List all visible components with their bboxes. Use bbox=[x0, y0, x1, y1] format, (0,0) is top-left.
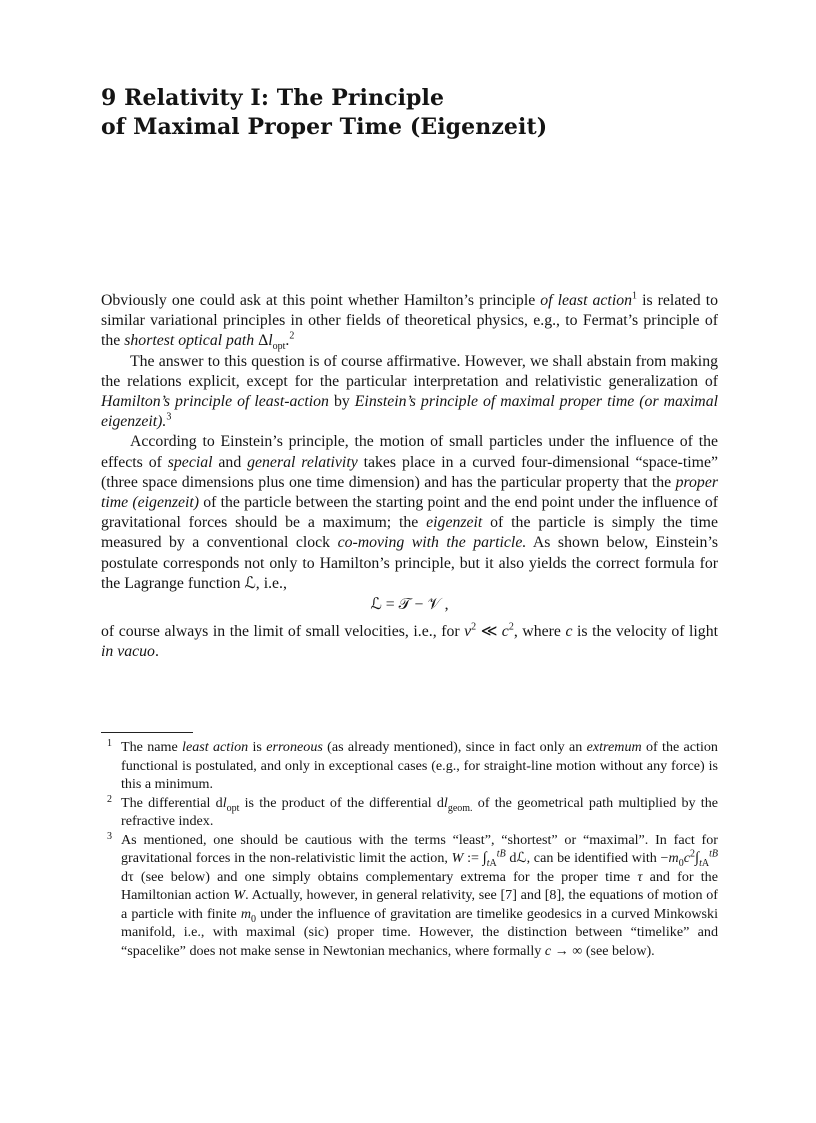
math-var: t bbox=[486, 857, 490, 869]
subscript: 0 bbox=[678, 857, 684, 869]
emphasis: Hamilton’s principle of least-action bbox=[101, 393, 329, 411]
text: is related to similar variational principles in other fields of theoretical physics, e.g., to Fermat’s principle of the bbox=[101, 292, 718, 350]
footnote-mark: 3 bbox=[107, 830, 112, 842]
math-var: t bbox=[496, 848, 500, 860]
math-var: t bbox=[709, 848, 712, 860]
footnote-mark: 1 bbox=[107, 738, 112, 749]
paragraph-4 bbox=[101, 622, 718, 662]
integral-lower-limit bbox=[487, 858, 497, 869]
subscript: opt bbox=[272, 341, 286, 353]
text: (see below). bbox=[582, 942, 655, 959]
text: , where bbox=[513, 623, 566, 641]
text: of the particle between the starting point and the end point under the influence of gravitational forces should be a maximum; the bbox=[101, 494, 718, 532]
emphasis: special bbox=[167, 453, 213, 471]
footnote-rule bbox=[101, 732, 193, 733]
chapter-title-line2: of Maximal Proper Time (Eigenzeit) bbox=[101, 114, 548, 140]
math-op: := bbox=[463, 850, 483, 866]
text: takes place in a curved four-dimensional “space-time” (three space dimensions plus one time dimension) and has the particular property that the bbox=[101, 453, 718, 491]
subscript: B bbox=[499, 848, 506, 860]
text: . bbox=[285, 332, 290, 350]
math-text: dℒ bbox=[505, 850, 527, 866]
subscript: geom. bbox=[447, 802, 473, 814]
text: of the geometrical path multiplied by the refractive index. bbox=[121, 794, 719, 829]
text: . Actually, however, in general relativity, see [7] and [8], the equations of motion of a particle with finite bbox=[121, 887, 718, 922]
emphasis: general relativity bbox=[247, 453, 358, 471]
text: is bbox=[248, 739, 267, 755]
text: is the velocity of light bbox=[572, 623, 718, 641]
text: The answer to this question is of course affirmative. However, we shall abstain from making the relations explicit, except for the particular interpretation and relativistic generalization of bbox=[101, 352, 718, 390]
footnote-ref-2: 2 bbox=[289, 331, 295, 343]
integral-upper-limit bbox=[709, 848, 718, 859]
emphasis: least action bbox=[182, 739, 249, 755]
integral-sign: ∫ bbox=[482, 850, 487, 866]
text: The differential d bbox=[121, 794, 223, 811]
superscript: 2 bbox=[471, 621, 477, 633]
subscript: opt bbox=[226, 802, 240, 814]
emphasis: erroneous bbox=[266, 739, 323, 755]
text: , can be identified with − bbox=[526, 850, 669, 866]
page bbox=[101, 84, 719, 959]
text: As shown below, Einstein’s postulate corresponds not only to Hamilton’s principle, but it also yields the correct formula for the Lagrange function ℒ, i.e., bbox=[101, 534, 718, 592]
footnote-mark: 2 bbox=[107, 793, 112, 805]
body-text bbox=[101, 291, 718, 663]
emphasis: of least action bbox=[540, 292, 633, 309]
emphasis: proper time (eigenzeit) bbox=[101, 473, 718, 512]
paragraph-3 bbox=[101, 432, 718, 594]
footnote-ref-3: 3 bbox=[166, 411, 172, 423]
math-var: m bbox=[668, 850, 679, 866]
text: by bbox=[328, 393, 355, 411]
integral-sign: ∫ bbox=[694, 850, 700, 866]
footnote-3 bbox=[101, 831, 718, 961]
math-var: v bbox=[464, 623, 472, 641]
text: of course always in the limit of small velocities, i.e., for bbox=[101, 623, 465, 641]
math-var: c bbox=[544, 942, 552, 959]
emphasis: Einstein’s principle of maximal proper time (or maximal eigenzeit). bbox=[101, 393, 718, 431]
emphasis: in vacuo bbox=[101, 643, 155, 661]
math-var: l bbox=[268, 332, 273, 350]
chapter-title bbox=[101, 84, 718, 142]
subscript: 0 bbox=[251, 913, 256, 925]
text: and for the Hamiltonian action bbox=[121, 868, 718, 903]
subscript: A bbox=[489, 857, 497, 869]
text: According to Einstein’s principle, the motion of small particles under the influence of the effects of bbox=[101, 433, 718, 471]
emphasis: co-moving with the particle. bbox=[337, 534, 527, 552]
chapter-title-line1: 9 Relativity I: The Principle bbox=[101, 85, 445, 111]
integral-upper-limit bbox=[497, 848, 506, 859]
emphasis: shortest optical path bbox=[124, 332, 255, 350]
text: As mentioned, one should be cautious with the terms “least”, “shortest” or “maximal”. In fact for gravitational forces in the non-relativistic limit the action, bbox=[121, 831, 718, 866]
footnote-2 bbox=[101, 794, 718, 831]
math-var: c bbox=[683, 850, 690, 866]
footnotes bbox=[101, 738, 718, 960]
math-var: W bbox=[233, 887, 246, 903]
paragraph-1 bbox=[101, 291, 718, 352]
text: Obviously one could ask at this point whether Hamilton’s principle bbox=[101, 292, 541, 309]
text: of the action functional is postulated, and only in exceptional cases (e.g., for straight-line motion without any force) is this a minimum. bbox=[121, 739, 718, 792]
footnote-ref-1: 1 bbox=[632, 290, 638, 302]
math-var: W bbox=[451, 850, 464, 866]
footnote-1 bbox=[101, 738, 718, 794]
math-var: c bbox=[501, 623, 509, 641]
text: Δ bbox=[254, 332, 269, 350]
math-var: l bbox=[222, 794, 227, 811]
math-var: l bbox=[443, 794, 448, 811]
text: under the influence of gravitation are timelike geodesics in a curved Minkowski manifold, i.e., with maximal (sic) proper time. However, the distinction between “timelike” and “spacelike” does not make sense in Newtonian mechanics, where formally bbox=[121, 905, 718, 959]
text: and bbox=[212, 453, 248, 471]
math-text: dτ bbox=[121, 868, 134, 885]
math-var: t bbox=[699, 857, 702, 869]
math-op: → ∞ bbox=[551, 942, 583, 959]
math-op: ≪ bbox=[476, 623, 502, 641]
math-var: m bbox=[240, 905, 251, 922]
text: (see below) and one simply obtains complementary extrema for the proper time bbox=[133, 868, 638, 885]
subscript: A bbox=[701, 857, 710, 869]
text: of the particle is simply the time measured by a conventional clock bbox=[101, 514, 718, 552]
superscript: 2 bbox=[689, 848, 695, 860]
text: . bbox=[154, 643, 159, 661]
integral-lower-limit bbox=[699, 858, 709, 869]
superscript: 2 bbox=[508, 621, 514, 633]
text: The name bbox=[121, 739, 183, 755]
math-var: τ bbox=[637, 868, 643, 885]
text: is the product of the differential d bbox=[239, 794, 444, 811]
text: (as already mentioned), since in fact only an bbox=[322, 739, 587, 755]
paragraph-2 bbox=[101, 352, 718, 433]
emphasis: extremum bbox=[586, 739, 642, 755]
math-var: c bbox=[565, 623, 573, 641]
emphasis: eigenzeit bbox=[426, 514, 483, 532]
subscript: B bbox=[711, 848, 718, 860]
display-equation: ℒ = 𝒯 − 𝒱 , bbox=[370, 596, 449, 614]
